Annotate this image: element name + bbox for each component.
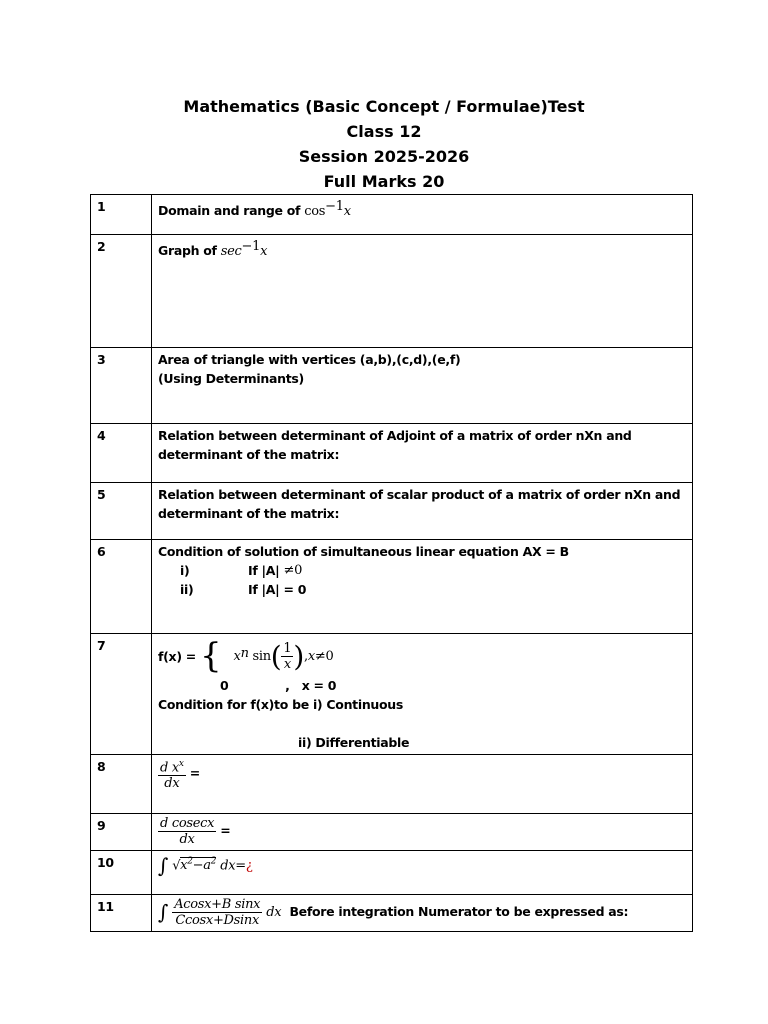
question-table — [90, 194, 693, 932]
question-text: f(x) = { x n sin ( $\frac{1}{x}$ ) , x ≠0 0 , x = 0 Condition for f(x)to be i) Continuous ii) Differentiable — [152, 634, 693, 755]
question-row — [91, 235, 693, 348]
question-text: Condition of solution of simultaneous linear equation AX = B i) If |A| ≠0 ii) If |A| = 0 — [152, 540, 693, 634]
question-row — [91, 895, 693, 932]
integrand-fraction: $\frac{\text{Acosx+B sinx}}{Ccosx+Dsinx}$ — [174, 897, 261, 928]
sub-condition-i: i) If |A| ≠0 — [180, 563, 303, 578]
question-number: 4 — [91, 424, 152, 483]
question-text: $\frac{\text{d cosecx}}{dx}$ = — [152, 814, 693, 851]
question-row — [91, 195, 693, 235]
question-text: Relation between determinant of Adjoint of a matrix of order nXn and determinant of the matrix: — [152, 424, 693, 483]
question-text: Area of triangle with vertices (a,b),(c,d),(e,f) (Using Determinants) — [152, 348, 693, 424]
question-row — [91, 814, 693, 851]
full-marks-label: Full Marks 20 — [323, 172, 445, 191]
left-brace: { — [200, 636, 222, 676]
question-number: 9 — [91, 814, 152, 851]
question-row — [91, 348, 693, 424]
question-row — [91, 540, 693, 634]
question-number: 8 — [91, 755, 152, 814]
sub-condition-ii: ii) If |A| = 0 — [180, 582, 307, 597]
question-number: 2 — [91, 235, 152, 348]
question-number: 6 — [91, 540, 152, 634]
question-number: 7 — [91, 634, 152, 755]
question-row — [91, 851, 693, 895]
question-text: Relation between determinant of scalar product of a matrix of order nXn and determinant of the matrix: — [152, 483, 693, 540]
question-text: ∫ $\frac{\text{Acosx+B sinx}}{Ccosx+Dsinx}$ dx Before integration Numerator to be expressed as: — [152, 895, 693, 932]
class-label: Class 12 — [346, 122, 422, 141]
question-text: Graph of $\sec^{-1}x$ — [152, 235, 693, 348]
question-number: 11 — [91, 895, 152, 932]
question-row — [91, 483, 693, 540]
question-text: ∫ $√x^2-a^2$ dx=¿ — [152, 851, 693, 895]
question-number: 1 — [91, 195, 152, 235]
question-number: 3 — [91, 348, 152, 424]
test-title: Mathematics (Basic Concept / Formulae)Test — [183, 97, 585, 116]
derivative-fraction: $\frac{\text{d cosecx}}{dx}$ — [160, 816, 215, 847]
question-row — [91, 424, 693, 483]
question-row — [91, 755, 693, 814]
derivative-fraction: $\frac{d x^x}{dx}$ — [160, 759, 184, 792]
piecewise-function: f(x) = { x n sin ( $\frac{1}{x}$ ) , x ≠0 — [158, 636, 334, 676]
question-number: 5 — [91, 483, 152, 540]
question-text: Domain and range of $\cos^{-1}x$ — [152, 195, 693, 235]
question-text: $\frac{d x^x}{dx}$ = — [152, 755, 693, 814]
question-number: 10 — [91, 851, 152, 895]
session-label: Session 2025-2026 — [298, 147, 470, 166]
test-header — [0, 94, 768, 194]
question-row — [91, 634, 693, 755]
